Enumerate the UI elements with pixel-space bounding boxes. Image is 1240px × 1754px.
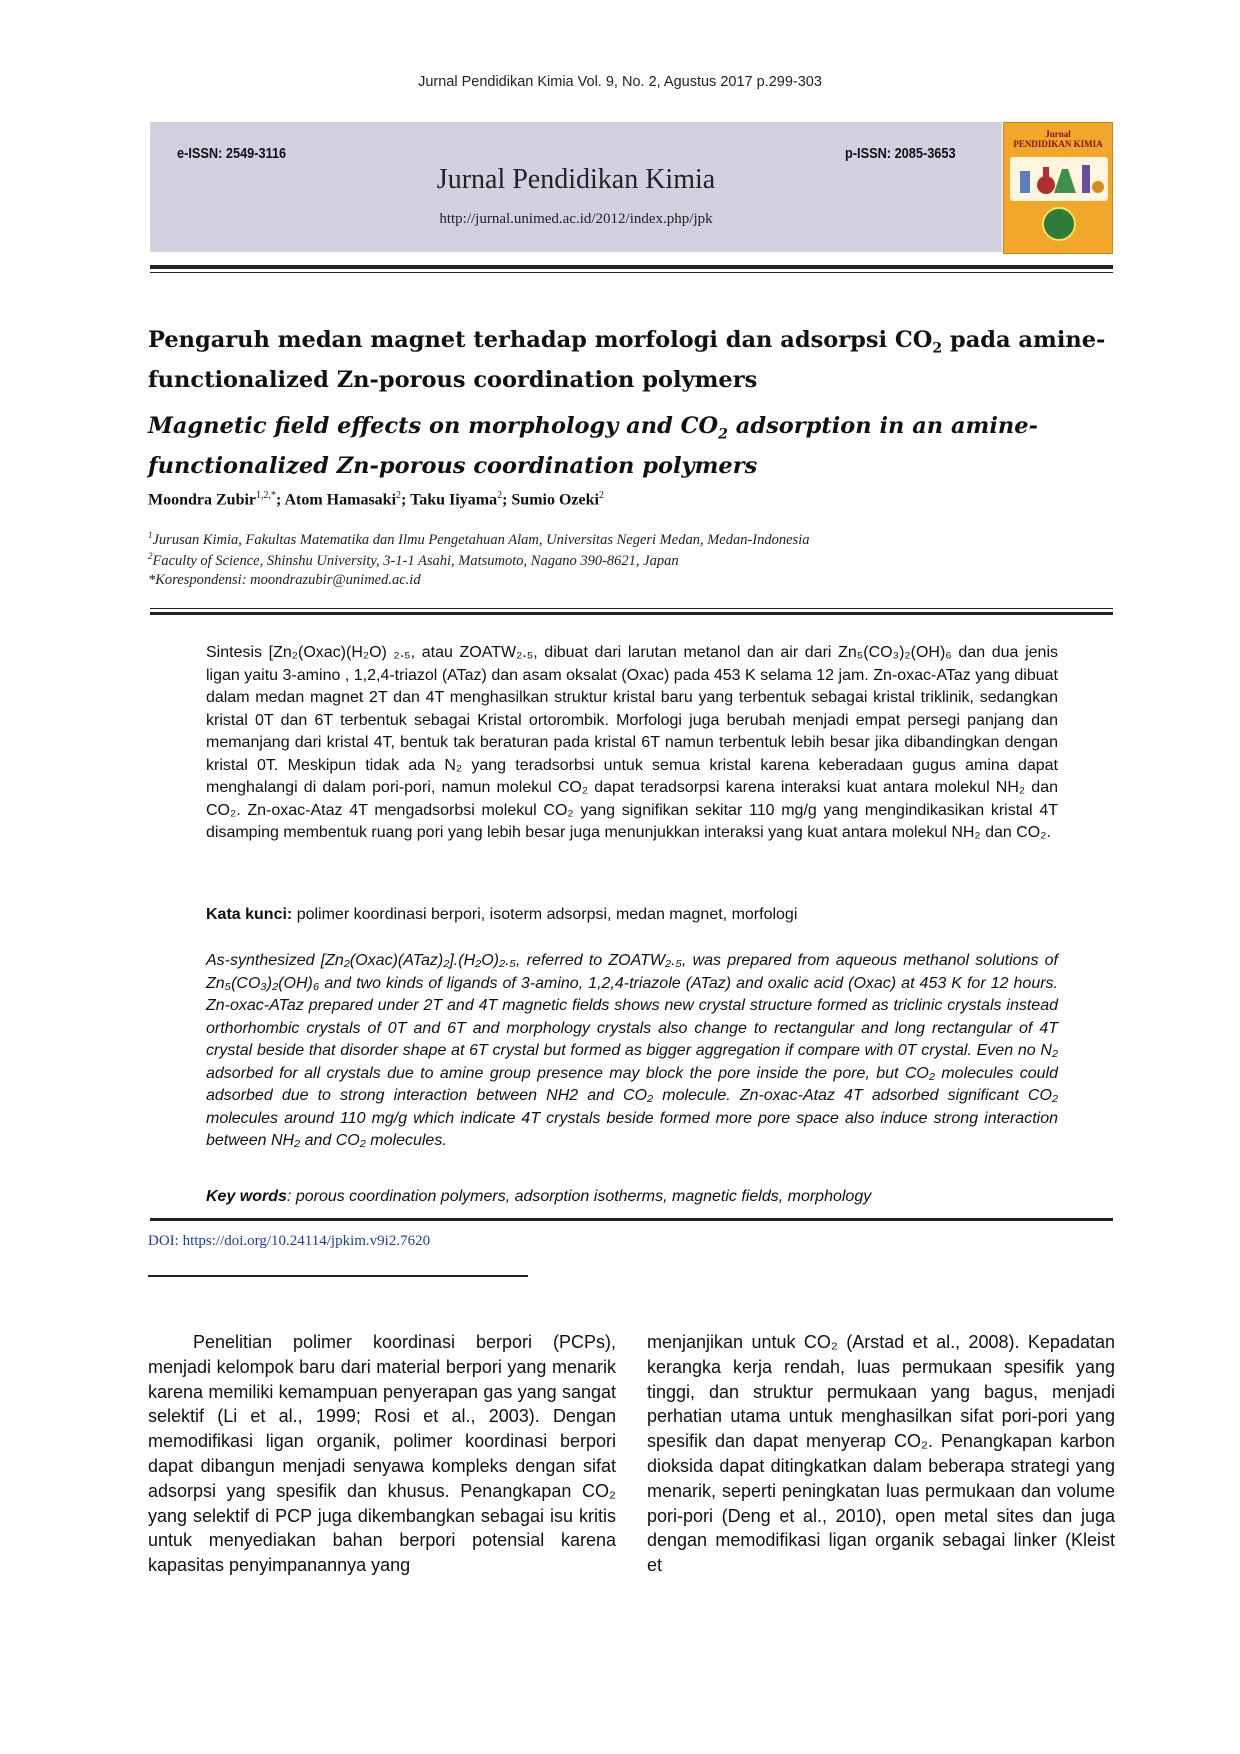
correspondence: *Korespondensi: moondrazubir@unimed.ac.id	[148, 572, 421, 588]
body-column-right: menjanjikan untuk CO₂ (Arstad et al., 2008). Kepadatan kerangka kerja rendah, luas permukaan spesifik yang tinggi, dan struktur permukaan yang bagus, menjadi perhatian utama untuk menghasilkan sifat pori-pori yang spesifik dan dapat menyerap CO₂. Penangkapan karbon dioksida dapat ditingkatkan dalam beberapa strategi yang menarik, seperti peningkatan luas permukaan dan volume pori-pori (Deng et al., 2010), open metal sites dan juga dengan memodifikasi ligan organik sebagai linker (Kleist et	[647, 1332, 1115, 1576]
abstract-english: As-synthesized [Zn₂(Oxac)(ATaz)₂].(H₂O)₂.₅, referred to ZOATW₂.₅, was prepared from aqueous methanol solutions of Zn₅(CO₃)₂(OH)₆ and two kinds of ligands of 3-amino, 1,2,4-triazole (ATaz) and oxalic acid (Oxac) at 453 K for 12 hours. Zn-oxac-ATaz prepared under 2T and 4T magnetic fields shows new crystal structure formed as triclinic crystals instead orthorhombic crystals of 0T and 6T and morphology crystals also change to rectangular and long rectangular of 4T crystal beside that disorder shape at 6T crystal but formed as bigger aggregation if compare with 0T crystal. Even no N₂ adsorbed for all crystals due to amine group presence may block the pore inside the pore, but CO₂ molecules could adsorbed due to strong interaction between NH2 and CO₂ molecule. Zn-oxac-Ataz 4T adsorbed significant CO₂ molecules around 110 mg/g which indicate 4T crystals beside formed more pore space also induce strong interaction between NH₂ and CO₂ molecules.	[206, 952, 1058, 1149]
keywords-english: Key words: porous coordination polymers, adsorption isotherms, magnetic fields, morphology	[206, 1188, 872, 1205]
abstract-rule	[150, 1218, 1113, 1221]
affil-rule-thin	[150, 608, 1113, 609]
cover-lab-glassware-icon	[1010, 157, 1108, 201]
author-name: Sumio Ozeki	[511, 491, 599, 509]
affiliation-1: $^1$Jurusan Kimia, Fakultas Matematika dan Ilmu Pengetahuan Alam, Universitas Negeri Medan, Medan-Indonesia	[148, 530, 810, 548]
journal-name: Jurnal Pendidikan Kimia	[436, 164, 716, 195]
journal-url[interactable]: http://jurnal.unimed.ac.id/2012/index.php/jpk	[439, 211, 713, 227]
author-list: Moondra Zubir$^{1,2,*}$; Atom Hamasaki$^2$; Taku Iiyama$^2$; Sumio Ozeki$^2$	[148, 490, 604, 509]
body-column-left: Penelitian polimer koordinasi berpori (PCPs), menjadi kelompok baru dari material berpori yang menarik karena memiliki kemampuan penyerapan gas yang sangat selektif (Li et al., 1999; Rosi et al., 2003). Dengan memodifikasi ligan organik, polimer koordinasi berpori dapat dibangun menjadi senyawa kompleks dengan sifat adsorpsi yang spesifik dan khusus. Penangkapan CO₂ yang selektif di PCP juga dikembangkan sebagai isu kritis untuk menyediakan bahan berpori potensial karena kapasitas penyimpanannya yang	[148, 1332, 616, 1576]
abstract-indonesian: Sintesis [Zn₂(Oxac)(H₂O) ₂.₅, atau ZOATW₂.₅, dibuat dari larutan metanol dan air dari Zn₅(CO₃)₂(OH)₆ dan dua jenis ligan yaitu 3-amino , 1,2,4-triazol (ATaz) dan asam oksalat (Oxac) pada 453 K selama 12 jam. Zn-oxac-ATaz yang dibuat dalam medan magnet 2T dan 4T menghasilkan struktur kristal baru yang terbentuk sebagai kristal triklinik, sedangkan kristal 0T dan 6T terbentuk sebagai Kristal ortorombik. Morfologi juga berubah menjadi empat persegi panjang dan memanjang dari kristal 4T, bentuk tak beraturan pada kristal 6T namun terbentuk lebih besar jika dibandingkan dengan kristal 0T. Meskipun tidak ada N₂ yang teradsorbsi untuk semua kristal karena keberadaan gugus amina dapat menghalangi di dalam pori-pori, namun molekul CO₂ dapat teradsorpsi karena interaksi kuat antara molekul NH₂ dan CO₂. Zn-oxac-Ataz 4T mengadsorbsi molekul CO₂ yang signifikan sekitar 110 mg/g yang mengindikasikan kristal 4T disamping membentuk ruang pori yang lebih besar juga menunjukkan interaksi yang kuat antara molekul NH₂ dan CO₂.	[206, 644, 1058, 841]
doi-link[interactable]: DOI: https://doi.org/10.24114/jpkim.v9i2.7620	[148, 1233, 431, 1249]
journal-cover-image	[1003, 122, 1113, 254]
author-name: Atom Hamasaki	[284, 491, 397, 509]
title-english: Magnetic field effects on morphology and $CO_2$ adsorption in an amine-functionalized Zn-porous coordination polymers	[148, 413, 1038, 479]
cover-title: Jurnal PENDIDIKAN KIMIA	[1013, 129, 1103, 149]
pissn-label: p-ISSN: 2085-3653	[845, 145, 956, 162]
eissn-label: e-ISSN: 2549-3116	[177, 145, 287, 162]
author-name: Taku Iiyama	[410, 491, 498, 509]
title-indonesian: Pengaruh medan magnet terhadap morfologi dan adsorpsi $CO_2$ pada amine-functionalized Zn-porous coordination polymers	[148, 327, 1106, 393]
header-rule-thick	[150, 265, 1113, 269]
doi-rule	[148, 1275, 528, 1277]
affiliation-2: $^2$Faculty of Science, Shinshu University, 3-1-1 Asahi, Matsumoto, Nagano 390-8621, Japan	[148, 551, 679, 569]
running-head: Jurnal Pendidikan Kimia Vol. 9, No. 2, Agustus 2017 p.299-303	[418, 74, 822, 90]
affil-rule-thick	[150, 612, 1113, 615]
header-rule-thin	[150, 272, 1113, 273]
cover-seal-icon	[1042, 207, 1076, 241]
author-name: Moondra Zubir	[148, 491, 257, 509]
keywords-indonesian: Kata kunci: polimer koordinasi berpori, isoterm adsorpsi, medan magnet, morfologi	[206, 906, 798, 923]
